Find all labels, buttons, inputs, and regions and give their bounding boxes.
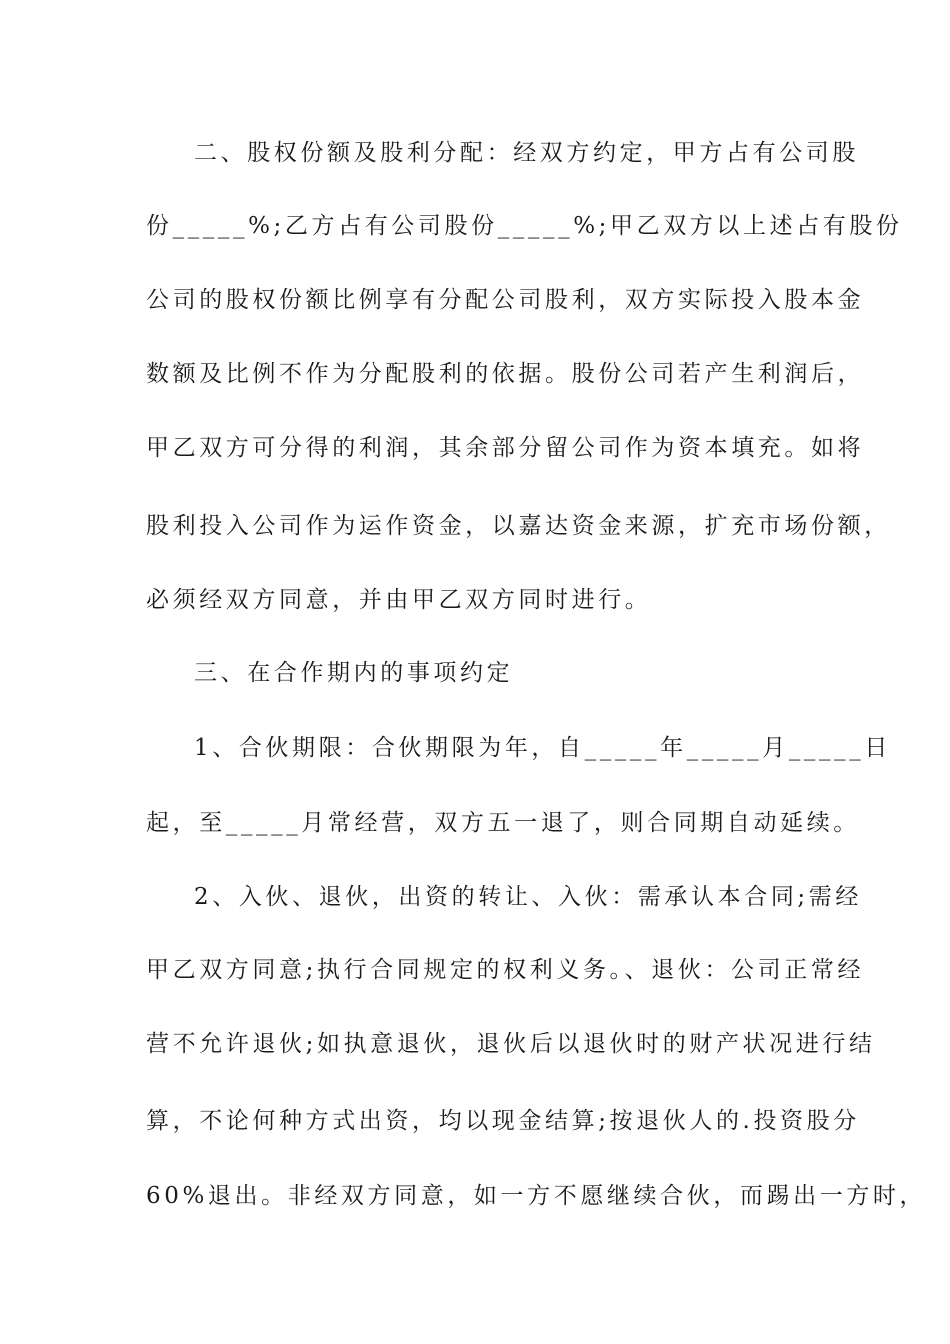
- paragraph-line: 2、入伙、退伙，出资的转让、入伙：需承认本合同;需经: [194, 884, 862, 910]
- paragraph-line: 甲乙双方同意;执行合同规定的权利义务。、退伙：公司正常经: [146, 957, 865, 983]
- paragraph-line: 公司的股权份额比例享有分配公司股利，双方实际投入股本金: [146, 287, 865, 313]
- paragraph-line: 营不允许退伙;如执意退伙，退伙后以退伙时的财产状况进行结: [146, 1031, 876, 1057]
- paragraph-line: 数额及比例不作为分配股利的依据。股份公司若产生利润后，: [146, 361, 865, 387]
- paragraph-line: 份_____%;乙方占有公司股份_____%;甲乙双方以上述占有股份: [146, 213, 903, 239]
- section-heading: 三、在合作期内的事项约定: [194, 660, 514, 686]
- paragraph-line: 股利投入公司作为运作资金，以嘉达资金来源，扩充市场份额，: [146, 513, 891, 539]
- paragraph-line: 1、合伙期限：合伙期限为年，自_____年_____月_____日: [194, 735, 891, 761]
- paragraph-line: 甲乙双方可分得的利润，其余部分留公司作为资本填充。如将: [146, 435, 865, 461]
- paragraph-line: 60%退出。非经双方同意，如一方不愿继续合伙，而踢出一方时，: [146, 1183, 927, 1209]
- paragraph-line: 算，不论何种方式出资，均以现金结算;按退伙人的.投资股分: [146, 1108, 860, 1134]
- paragraph-line: 起，至_____月常经营，双方五一退了，则合同期自动延续。: [146, 810, 860, 836]
- paragraph-line: 二、股权份额及股利分配：经双方约定，甲方占有公司股: [194, 140, 859, 166]
- paragraph-line: 必须经双方同意，并由甲乙双方同时进行。: [146, 587, 652, 613]
